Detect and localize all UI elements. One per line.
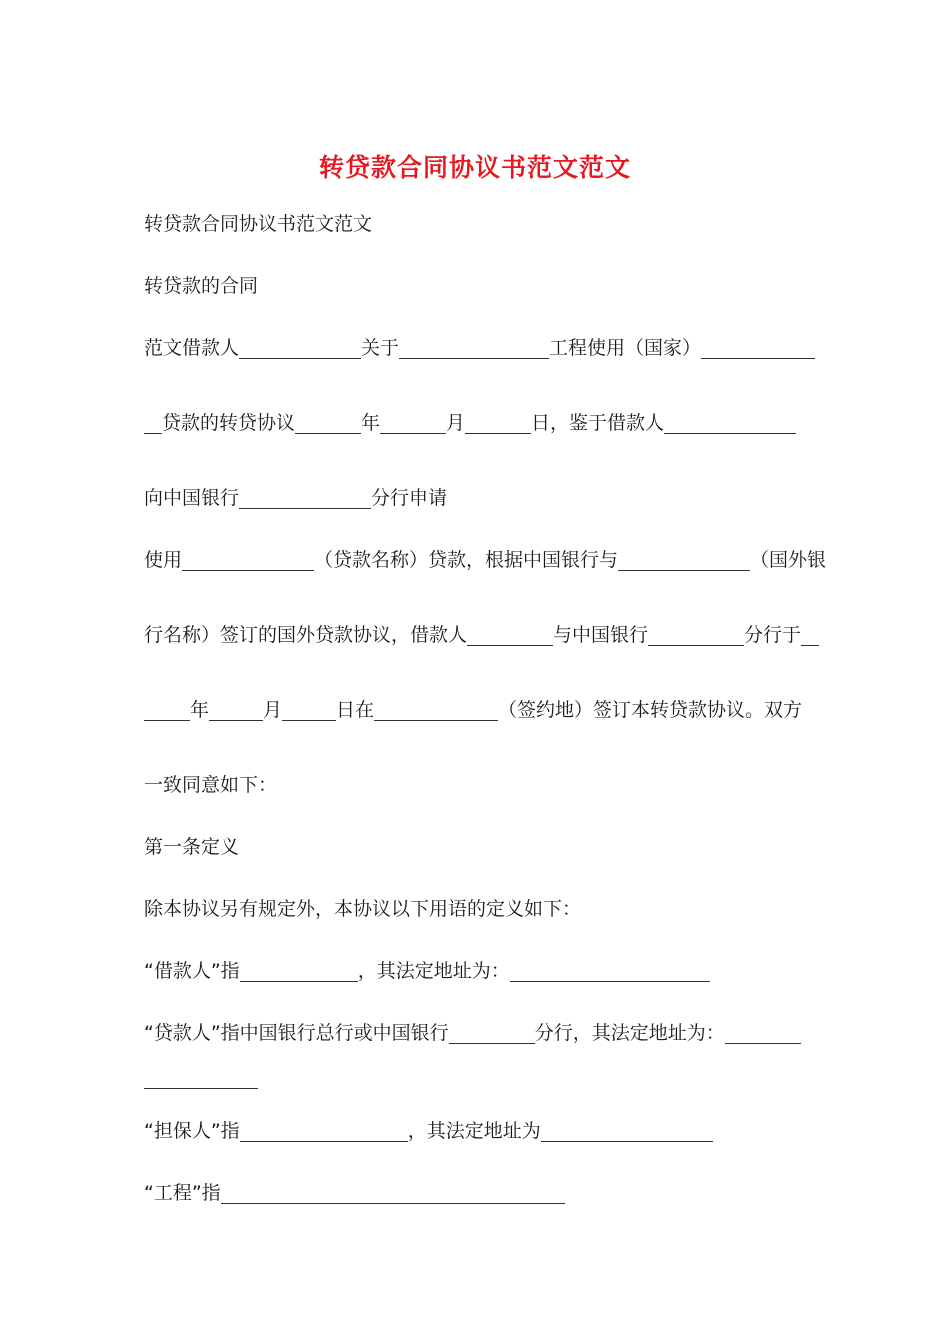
text: “借款人”指 [144, 960, 240, 982]
text: “工程”指 [144, 1182, 221, 1204]
blank-field[interactable] [374, 698, 498, 721]
paragraph-line-borrower [144, 334, 814, 362]
text: 使用 [144, 549, 183, 571]
text: 范文借款人 [144, 337, 240, 359]
blank-field[interactable] [239, 486, 371, 509]
text: 分行于 [744, 624, 802, 646]
text: 分行，其法定地址为： [534, 1022, 725, 1044]
text: 年 [361, 412, 381, 434]
blank-field[interactable] [182, 548, 314, 571]
blank-field[interactable] [725, 1021, 801, 1044]
text: ，其法定地址为 [407, 1120, 541, 1142]
text: 工程使用（国家） [549, 337, 702, 359]
paragraph-line-signing [144, 696, 814, 724]
paragraph-agree [144, 771, 814, 799]
text: “贷款人”指中国银行总行或中国银行 [144, 1022, 449, 1044]
blank-field[interactable] [144, 411, 162, 434]
blank-field[interactable] [239, 336, 361, 359]
text: （国外银 [750, 549, 827, 571]
blank-field[interactable] [144, 1066, 258, 1089]
blank-field[interactable] [399, 336, 549, 359]
text: 一致同意如下： [144, 774, 278, 796]
paragraph-line-foreign-bank [144, 621, 814, 649]
paragraph-line-date [144, 409, 814, 437]
text: 向中国银行 [144, 487, 240, 509]
text: 分行申请 [371, 487, 448, 509]
text: （贷款名称）贷款，根据中国银行与 [314, 549, 619, 571]
blank-field[interactable] [209, 698, 263, 721]
blank-field[interactable] [144, 698, 190, 721]
text: 与中国银行 [553, 624, 649, 646]
blank-field[interactable] [664, 411, 796, 434]
text: 日，鉴于借款人 [531, 412, 665, 434]
text: ，其法定地址为： [357, 960, 510, 982]
blank-field[interactable] [240, 959, 358, 982]
blank-field[interactable] [221, 1181, 565, 1204]
blank-field[interactable] [541, 1119, 713, 1142]
text: 行名称）签订的国外贷款协议，借款人 [144, 624, 468, 646]
blank-field[interactable] [465, 411, 531, 434]
text: 月 [263, 699, 283, 721]
text: 第一条定义 [144, 836, 240, 858]
text: 转贷款合同协议书范文范文 [144, 213, 373, 235]
text: （签约地）签订本转贷款协议。双方 [498, 699, 803, 721]
blank-field[interactable] [240, 1119, 408, 1142]
blank-field[interactable] [618, 548, 750, 571]
paragraph-contract-heading [144, 272, 814, 300]
paragraph-subtitle [144, 210, 814, 238]
definition-lender-continued [144, 1064, 814, 1092]
blank-field[interactable] [380, 411, 446, 434]
text: 关于 [361, 337, 400, 359]
text: 贷款的转贷协议 [162, 412, 296, 434]
paragraph-definitions [144, 895, 814, 923]
blank-field[interactable] [295, 411, 361, 434]
document-title: 转贷款合同协议书范文范文 [318, 153, 631, 182]
text: 年 [190, 699, 210, 721]
definition-guarantor [144, 1117, 814, 1145]
blank-field[interactable] [701, 336, 815, 359]
definition-lender [144, 1019, 814, 1047]
blank-field[interactable] [282, 698, 336, 721]
article-heading [144, 833, 814, 861]
text: 月 [446, 412, 466, 434]
text: 转贷款的合同 [144, 275, 259, 297]
blank-field[interactable] [467, 623, 553, 646]
paragraph-line-bank [144, 484, 814, 512]
paragraph-line-loan [144, 546, 827, 574]
text: “担保人”指 [144, 1120, 240, 1142]
text: 除本协议另有规定外，本协议以下用语的定义如下： [144, 898, 582, 920]
blank-field[interactable] [510, 959, 710, 982]
definition-borrower [144, 957, 814, 985]
blank-field[interactable] [449, 1021, 535, 1044]
blank-field[interactable] [648, 623, 744, 646]
text: 日在 [336, 699, 375, 721]
blank-field[interactable] [801, 623, 819, 646]
definition-project [144, 1179, 814, 1207]
